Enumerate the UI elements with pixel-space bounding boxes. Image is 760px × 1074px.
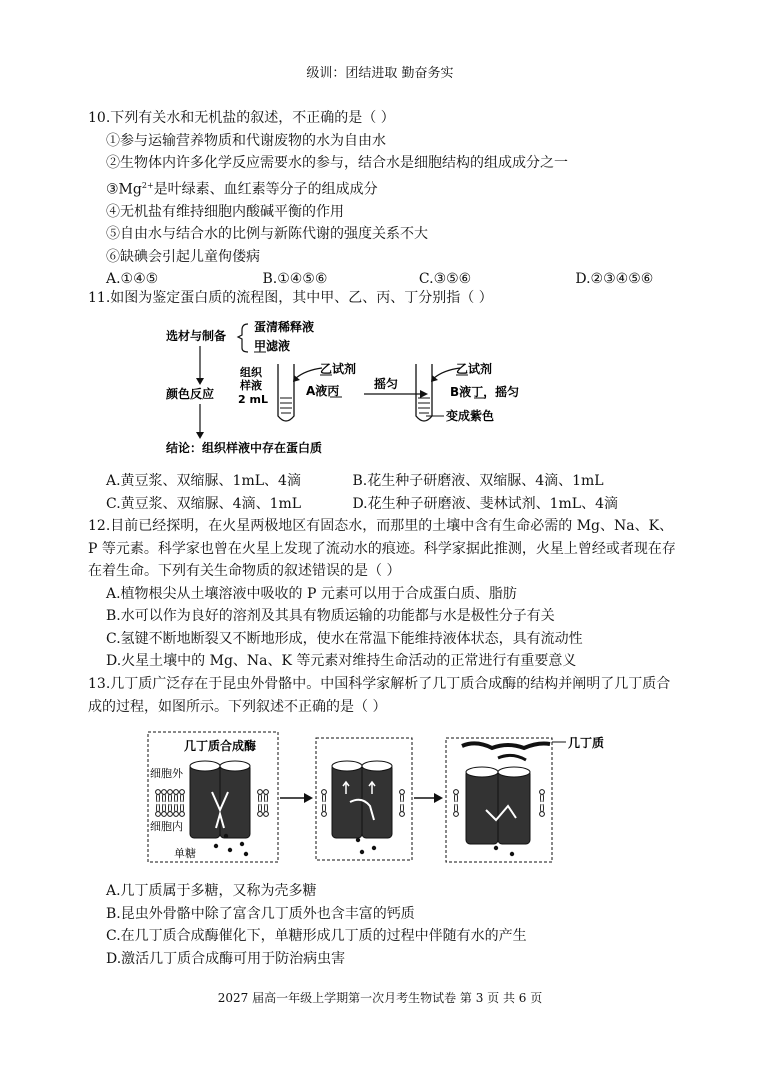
q11-option-b[interactable]: B.花生种子研磨液、双缩脲、4滴、1mL [352,473,604,489]
monosaccharide-label: 单糖 [174,847,196,860]
q10-item-6: ⑥缺碘会引起儿童佝偻病 [106,248,260,265]
question-12 [88,515,676,673]
q13-option-b[interactable]: B.昆虫外骨骼中除了富含几丁质外也含丰富的钙质 [106,905,415,922]
tube-label-3: 2 mL [238,393,268,406]
enzyme-1 [190,761,250,838]
enzyme-label: 几丁质合成酶 [184,739,257,753]
monosaccharide-dots-2 [356,838,376,854]
q10-option-d[interactable]: D.②③④⑤⑥ [575,271,654,288]
question-13 [88,673,676,718]
q12-option-c[interactable]: C.氢键不断地断裂又不断地形成，使水在常温下能维持液体状态，具有流动性 [106,630,583,647]
question-11-stem: 11.如图为鉴定蛋白质的流程图，其中甲、乙、丙、丁分别指（ ） [88,290,493,306]
result-label: 变成紫色 [446,409,495,423]
flow-branch-2: 甲滤液 [254,339,291,353]
protein-test-flowchart [160,318,520,460]
chitin-strand-2 [498,755,526,760]
class-motto: 级训：团结进取 勤奋务实 [306,66,454,81]
q10-item-3-text: ③Mg [106,181,142,198]
page-footer: 2027 届高一年级上学期第一次月考生物试卷 第 3 页 共 6 页 [217,991,543,1005]
q12-option-a[interactable]: A.植物根尖从土壤溶液中吸收的 P 元素可以用于合成蛋白质、脂肪 [106,585,517,602]
q10-item-4: ④无机盐有维持细胞内酸碱平衡的作用 [106,203,344,220]
reagent-1-label: 乙试剂 [320,362,357,376]
a-liquid-label: A液丙 [306,384,340,398]
tube-label-2: 样液 [240,379,262,392]
q11-option-c[interactable]: C.黄豆浆、双缩脲、4滴、1mL [106,495,302,512]
q13-option-c[interactable]: C.在几丁质合成酶催化下，单糖形成几丁质的过程中伴随有水的产生 [106,928,527,944]
shake-label: 摇匀 [374,377,399,391]
enzyme-2 [332,761,392,838]
tube-label-1: 组织 [240,366,262,379]
q13-option-d[interactable]: D.激活几丁质合成酶可用于防治病虫害 [106,950,346,967]
q10-option-c[interactable]: C.③⑤⑥ [418,271,472,288]
q10-item-3-sup: 2+ [141,180,154,190]
question-11-options [88,470,619,515]
membrane-right-1 [258,790,269,817]
chitin-label: 几丁质 [568,736,605,750]
q11-option-d[interactable]: D.花生种子研磨液、斐林试剂、1mL、4滴 [352,495,619,512]
q10-option-a[interactable]: A.①④⑤ [106,271,159,288]
flow-brace [238,324,248,352]
b-liquid-label: B液丁，摇匀 [450,385,520,399]
question-10-stem: 10.下列有关水和无机盐的叙述，不正确的是（ ） [88,110,395,126]
reagent-2-label: 乙试剂 [456,362,493,376]
q10-item-2: ②生物体内许多化学反应需要水的参与，结合水是细胞结构的组成成分之一 [106,155,568,171]
inside-label: 细胞内 [150,820,183,833]
question-12-stem: 12.目前已经探明，在火星两极地区有固态水，而那里的土壤中含有生命必需的 Mg、Na、K、P 等元素。科学家也曾在火星上发现了流动水的痕迹。科学家据此推测，火星上曾经或者现在存在着生命。下列有关生命物质的叙述错误的是（ ） [88,518,676,579]
flow-branch-1: 蛋清稀释液 [254,320,315,334]
membrane-left-1 [156,790,185,817]
q13-option-a[interactable]: A.几丁质属于多糖，又称为壳多糖 [106,883,317,899]
q11-option-a[interactable]: A.黄豆浆、双缩脲、1mL、4滴 [106,473,301,489]
outside-label: 细胞外 [150,767,183,780]
question-13-options [88,880,527,970]
q10-item-3-rest: 是叶绿素、血红素等分子的组成成分 [153,181,378,198]
flow-conclusion: 结论：组织样液中存在蛋白质 [166,441,323,455]
monosaccharide-dots-3 [494,846,514,856]
chitin-synthesis-diagram [146,730,666,866]
q10-option-b[interactable]: B.①④⑤⑥ [262,271,328,288]
question-11 [88,287,493,310]
flow-step-1: 选材与制备 [166,329,227,343]
q10-item-1: ①参与运输营养物质和代谢废物的水为自由水 [106,132,386,149]
question-13-stem: 13.几丁质广泛存在于昆虫外骨骼中。中国科学家解析了几丁质合成酶的结构并阐明了几丁质合成的过程，如图所示。下列叙述不正确的是（ ） [88,676,671,715]
flow-arrow-1-head [196,378,204,385]
flow-arrow-2-head [196,432,204,439]
flow-step-2: 颜色反应 [166,387,215,401]
enzyme-3 [466,767,530,844]
q10-item-5: ⑤自由水与结合水的比例与新陈代谢的强度关系不大 [106,226,428,243]
q10-item-3 [88,175,727,201]
question-10 [88,107,727,291]
reagent-arrow-1 [296,368,322,378]
q12-option-d[interactable]: D.火星土壤中的 Mg、Na、K 等元素对维持生命活动的正常进行有重要意义 [106,653,577,669]
test-tube-1 [278,364,294,421]
q12-option-b[interactable]: B.水可以作为良好的溶剂及其具有物质运输的功能都与水是极性分子有关 [106,608,555,624]
chitin-strand-1 [462,743,550,748]
